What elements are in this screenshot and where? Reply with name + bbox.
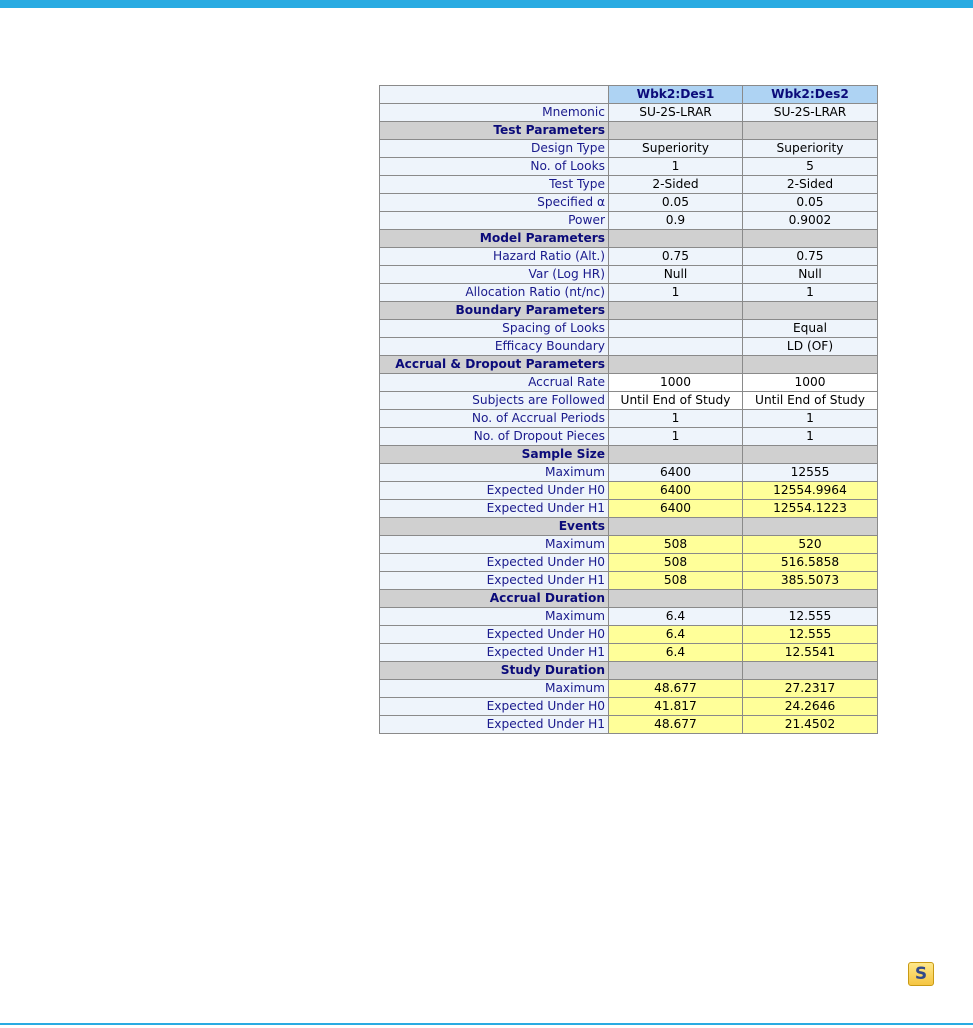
table-row: [380, 140, 878, 158]
section-header-row: [380, 122, 878, 140]
des1-value-cell[interactable]: 6.4: [609, 626, 743, 644]
des1-value-cell[interactable]: 6400: [609, 464, 743, 482]
section-empty-cell: [609, 122, 743, 140]
column-header-des1[interactable]: Wbk2:Des1: [609, 86, 743, 104]
section-title: Boundary Parameters: [380, 302, 609, 320]
bottom-accent-line: [0, 1023, 973, 1025]
des1-value-cell[interactable]: 1: [609, 410, 743, 428]
section-empty-cell: [609, 446, 743, 464]
des2-value-cell[interactable]: Until End of Study: [743, 392, 878, 410]
des2-value-cell[interactable]: 0.05: [743, 194, 878, 212]
section-empty-cell: [609, 302, 743, 320]
des1-value-cell[interactable]: 2-Sided: [609, 176, 743, 194]
section-title: Test Parameters: [380, 122, 609, 140]
des2-value-cell[interactable]: 385.5073: [743, 572, 878, 590]
des2-value-cell[interactable]: 520: [743, 536, 878, 554]
des1-value-cell[interactable]: 1: [609, 158, 743, 176]
table-row: [380, 554, 878, 572]
table-row: [380, 338, 878, 356]
des2-value-cell[interactable]: Null: [743, 266, 878, 284]
des1-value-cell[interactable]: 6.4: [609, 644, 743, 662]
section-empty-cell: [609, 356, 743, 374]
des2-value-cell[interactable]: 12.5541: [743, 644, 878, 662]
section-header-row: [380, 518, 878, 536]
des2-value-cell[interactable]: 27.2317: [743, 680, 878, 698]
section-empty-cell: [743, 230, 878, 248]
section-header-row: [380, 662, 878, 680]
des2-value-cell[interactable]: 0.9002: [743, 212, 878, 230]
row-label: Expected Under H1: [380, 644, 609, 662]
section-header-row: [380, 302, 878, 320]
des1-value-cell[interactable]: 41.817: [609, 698, 743, 716]
row-label: Accrual Rate: [380, 374, 609, 392]
row-label: Specified α: [380, 194, 609, 212]
row-label: Hazard Ratio (Alt.): [380, 248, 609, 266]
design-comparison-table: [379, 85, 878, 734]
row-label: Expected Under H1: [380, 572, 609, 590]
des1-value-cell[interactable]: 508: [609, 554, 743, 572]
des1-value-cell[interactable]: Until End of Study: [609, 392, 743, 410]
table-row: [380, 212, 878, 230]
section-title: Events: [380, 518, 609, 536]
des1-value-cell[interactable]: Superiority: [609, 140, 743, 158]
row-label: Spacing of Looks: [380, 320, 609, 338]
section-title: Study Duration: [380, 662, 609, 680]
section-empty-cell: [743, 302, 878, 320]
section-empty-cell: [609, 662, 743, 680]
row-label: Maximum: [380, 608, 609, 626]
table-row: [380, 194, 878, 212]
section-empty-cell: [743, 662, 878, 680]
des1-value-cell[interactable]: 48.677: [609, 716, 743, 734]
section-empty-cell: [743, 590, 878, 608]
des1-value-cell[interactable]: 6.4: [609, 608, 743, 626]
table-row: [380, 392, 878, 410]
des1-value-cell[interactable]: 508: [609, 572, 743, 590]
des1-value-cell[interactable]: 1: [609, 428, 743, 446]
des2-value-cell[interactable]: SU-2S-LRAR: [743, 104, 878, 122]
table-row: [380, 464, 878, 482]
section-empty-cell: [743, 356, 878, 374]
row-label: No. of Looks: [380, 158, 609, 176]
section-empty-cell: [609, 518, 743, 536]
table-row: [380, 104, 878, 122]
row-label: No. of Dropout Pieces: [380, 428, 609, 446]
table-row: [380, 500, 878, 518]
row-label: Maximum: [380, 680, 609, 698]
table-row: [380, 572, 878, 590]
des2-value-cell[interactable]: 0.75: [743, 248, 878, 266]
des1-value-cell[interactable]: 1000: [609, 374, 743, 392]
des2-value-cell[interactable]: 21.4502: [743, 716, 878, 734]
des2-value-cell[interactable]: LD (OF): [743, 338, 878, 356]
table-row: [380, 374, 878, 392]
section-empty-cell: [743, 446, 878, 464]
section-title: Accrual Duration: [380, 590, 609, 608]
section-empty-cell: [609, 590, 743, 608]
design-comparison-table-container: [379, 85, 881, 734]
section-title: Model Parameters: [380, 230, 609, 248]
des2-value-cell[interactable]: 1: [743, 428, 878, 446]
section-header-row: [380, 446, 878, 464]
section-empty-cell: [743, 122, 878, 140]
row-label: Expected Under H0: [380, 698, 609, 716]
des2-value-cell[interactable]: Equal: [743, 320, 878, 338]
des1-value-cell[interactable]: 6400: [609, 500, 743, 518]
des1-value-cell[interactable]: Null: [609, 266, 743, 284]
row-label: Expected Under H0: [380, 626, 609, 644]
table-row: [380, 644, 878, 662]
des1-value-cell[interactable]: 1: [609, 284, 743, 302]
table-row: [380, 608, 878, 626]
section-empty-cell: [609, 230, 743, 248]
table-row: [380, 158, 878, 176]
table-header-row: [380, 86, 878, 104]
section-header-row: [380, 230, 878, 248]
table-row: [380, 410, 878, 428]
des1-value-cell[interactable]: 48.677: [609, 680, 743, 698]
des2-value-cell[interactable]: 12.555: [743, 626, 878, 644]
des1-value-cell[interactable]: 0.9: [609, 212, 743, 230]
row-label: Efficacy Boundary: [380, 338, 609, 356]
section-title: Accrual & Dropout Parameters: [380, 356, 609, 374]
row-label: Test Type: [380, 176, 609, 194]
section-header-row: [380, 356, 878, 374]
section-empty-cell: [743, 518, 878, 536]
table-row: [380, 266, 878, 284]
table-row: [380, 716, 878, 734]
des2-value-cell[interactable]: Superiority: [743, 140, 878, 158]
table-row: [380, 176, 878, 194]
des2-value-cell[interactable]: 516.5858: [743, 554, 878, 572]
row-label: Expected Under H0: [380, 554, 609, 572]
des2-value-cell[interactable]: 1000: [743, 374, 878, 392]
des1-value-cell[interactable]: 6400: [609, 482, 743, 500]
des2-value-cell[interactable]: 1: [743, 410, 878, 428]
section-title: Sample Size: [380, 446, 609, 464]
top-accent-bar: [0, 0, 973, 8]
des2-value-cell[interactable]: 12555: [743, 464, 878, 482]
row-label: Subjects are Followed: [380, 392, 609, 410]
row-label: Expected Under H0: [380, 482, 609, 500]
des2-value-cell[interactable]: 12554.1223: [743, 500, 878, 518]
des1-value-cell[interactable]: [609, 338, 743, 356]
table-row: [380, 626, 878, 644]
row-label: Allocation Ratio (nt/nc): [380, 284, 609, 302]
row-label: Maximum: [380, 464, 609, 482]
row-label: Expected Under H1: [380, 716, 609, 734]
section-header-row: [380, 590, 878, 608]
column-header-des2[interactable]: Wbk2:Des2: [743, 86, 878, 104]
table-row: [380, 284, 878, 302]
des2-value-cell[interactable]: 1: [743, 284, 878, 302]
des1-value-cell[interactable]: 0.05: [609, 194, 743, 212]
row-label: Mnemonic: [380, 104, 609, 122]
table-row: [380, 680, 878, 698]
des2-value-cell[interactable]: 5: [743, 158, 878, 176]
des1-value-cell[interactable]: 0.75: [609, 248, 743, 266]
table-row: [380, 320, 878, 338]
des1-value-cell[interactable]: SU-2S-LRAR: [609, 104, 743, 122]
table-row: [380, 536, 878, 554]
des1-value-cell[interactable]: [609, 320, 743, 338]
table-row: [380, 482, 878, 500]
row-label: Maximum: [380, 536, 609, 554]
des1-value-cell[interactable]: 508: [609, 536, 743, 554]
row-label: Var (Log HR): [380, 266, 609, 284]
s-app-icon[interactable]: S: [908, 962, 934, 986]
table-row: [380, 248, 878, 266]
des2-value-cell[interactable]: 24.2646: [743, 698, 878, 716]
header-corner-cell: [380, 86, 609, 104]
row-label: No. of Accrual Periods: [380, 410, 609, 428]
table-row: [380, 698, 878, 716]
table-left-border-tail: [379, 725, 380, 734]
row-label: Power: [380, 212, 609, 230]
des2-value-cell[interactable]: 2-Sided: [743, 176, 878, 194]
row-label: Expected Under H1: [380, 500, 609, 518]
des2-value-cell[interactable]: 12.555: [743, 608, 878, 626]
table-row: [380, 428, 878, 446]
des2-value-cell[interactable]: 12554.9964: [743, 482, 878, 500]
row-label: Design Type: [380, 140, 609, 158]
